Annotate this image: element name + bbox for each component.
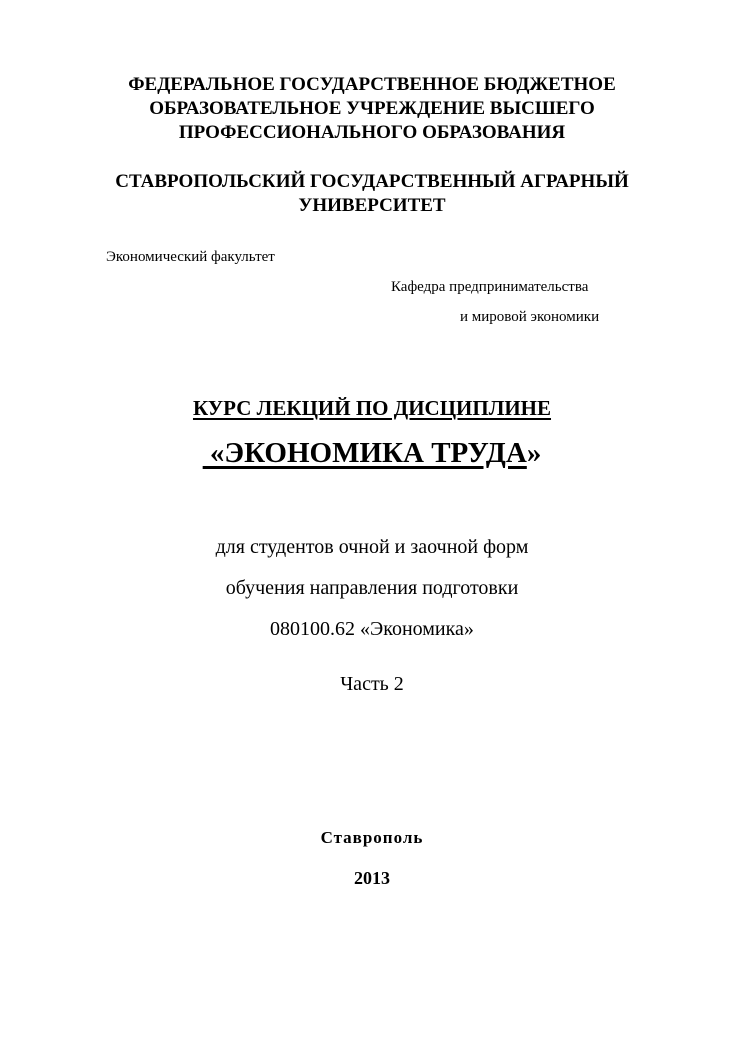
city: Ставрополь (320, 828, 424, 847)
course-title-block (0, 437, 744, 470)
faculty-name: Экономический факультет (106, 249, 275, 265)
city-block (0, 828, 744, 848)
department-name-line-2: и мировой экономики (460, 309, 600, 325)
part-number-block (0, 673, 744, 696)
course-label-block (0, 396, 744, 421)
part-number: Часть 2 (340, 673, 404, 695)
course-title (203, 437, 542, 469)
description-line-2: обучения направления подготовки (225, 577, 519, 599)
institution-line-2: ОБРАЗОВАТЕЛЬНОЕ УЧРЕЖДЕНИЕ ВЫСШЕГО (149, 98, 595, 119)
description-line-3: 080100.62 «Экономика» (270, 618, 474, 640)
university-line-1: СТАВРОПОЛЬСКИЙ ГОСУДАРСТВЕННЫЙ АГРАРНЫЙ (115, 171, 629, 192)
course-label: КУРС ЛЕКЦИЙ ПО ДИСЦИПЛИНЕ (192, 396, 552, 420)
course-description (0, 527, 744, 650)
description-line-1: для студентов очной и заочной форм (215, 536, 529, 558)
course-title-close-quote: » (526, 437, 542, 469)
department-name-line-1: Кафедра предпринимательства (391, 279, 589, 295)
university-name (0, 170, 744, 218)
institution-line-3: ПРОФЕССИОНАЛЬНОГО ОБРАЗОВАНИЯ (178, 122, 566, 143)
university-line-2: УНИВЕРСИТЕТ (298, 195, 446, 216)
year: 2013 (354, 868, 390, 888)
year-block (0, 868, 744, 889)
institution-line-1: ФЕДЕРАЛЬНОЕ ГОСУДАРСТВЕННОЕ БЮДЖЕТНОЕ (128, 74, 616, 95)
course-title-underlined: «ЭКОНОМИКА ТРУДА (202, 437, 527, 469)
institution-header (0, 73, 744, 145)
